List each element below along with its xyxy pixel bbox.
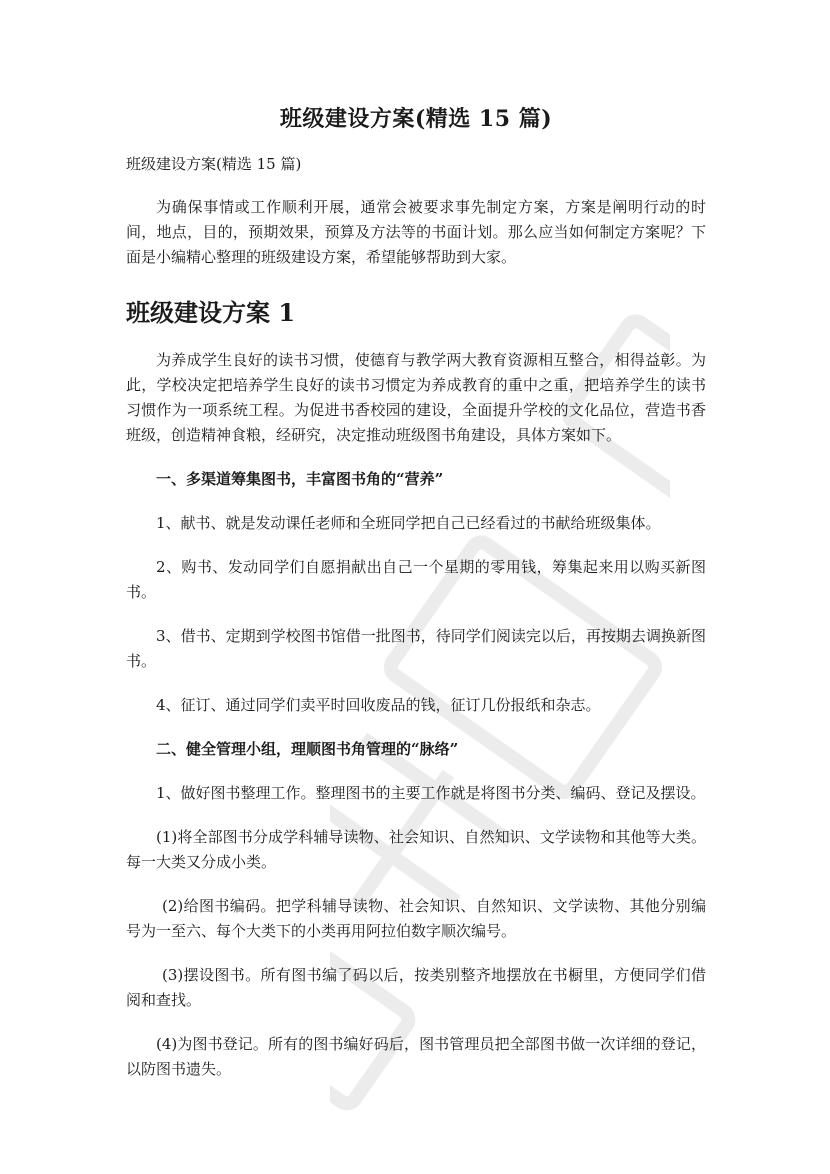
list-item: 3、借书、定期到学校图书馆借一批图书，待同学们阅读完以后，再按期去调换新图书。 [126,627,706,670]
sub-list-item: (2)给图书编码。把学科辅导读物、社会知识、自然知识、文学读物、其他分别编号为一至六、每个大类下的小类再用阿拉伯数字顺次编号。 [126,897,706,940]
list-item: 1、献书、就是发动课任老师和全班同学把自己已经看过的书献给班级集体。 [156,514,661,532]
document-subtitle: 班级建设方案(精选 15 篇) [126,155,302,173]
list-item: 1、做好图书整理工作。整理图书的主要工作就是将图书分类、编码、登记及摆设。 [156,784,706,802]
sub-list-item: (1)将全部图书分成学科辅导读物、社会知识、自然知识、文学读物和其他等大类。每一大类又分成小类。 [126,828,706,871]
sub-list-item: (4)为图书登记。所有的图书编好码后，图书管理员把全部图书做一次详细的登记，以防图书遗失。 [126,1035,706,1078]
document-title: 班级建设方案(精选 15 篇) [279,106,553,132]
section-1-intro: 为养成学生良好的读书习惯，使德育与教学两大教育资源相互整合，相得益彰。为此，学校决定把培养学生良好的读书习惯定为养成教育的重中之重，把培养学生的读书习惯作为一项系统工程。为促进书香校园的建设，全面提升学校的文化品位，营造书香班级，创造精神食粮，经研究，决定推动班级图书角建设，具体方案如下。 [126,351,706,444]
intro-paragraph: 为确保事情或工作顺利开展，通常会被要求事先制定方案，方案是阐明行动的时间，地点，目的，预期效果，预算及方法等的书面计划。那么应当如何制定方案呢？下面是小编精心整理的班级建设方案，希望能够帮助到大家。 [126,198,706,266]
sub-list-item: (3)摆设图书。所有图书编了码以后，按类别整齐地摆放在书橱里，方便同学们借阅和查找。 [126,966,706,1009]
document-body [126,104,706,1082]
heading-2: 二、健全管理小组，理顺图书角管理的“脉络” [156,740,459,758]
section-1-title: 班级建设方案 1 [126,298,296,327]
heading-1: 一、多渠道筹集图书，丰富图书角的“营养” [156,470,444,488]
list-item: 4、征订、通过同学们卖平时回收废品的钱，征订几份报纸和杂志。 [156,696,601,714]
list-item: 2、购书、发动同学们自愿捐献出自己一个星期的零用钱，筹集起来用以购买新图书。 [126,558,706,601]
